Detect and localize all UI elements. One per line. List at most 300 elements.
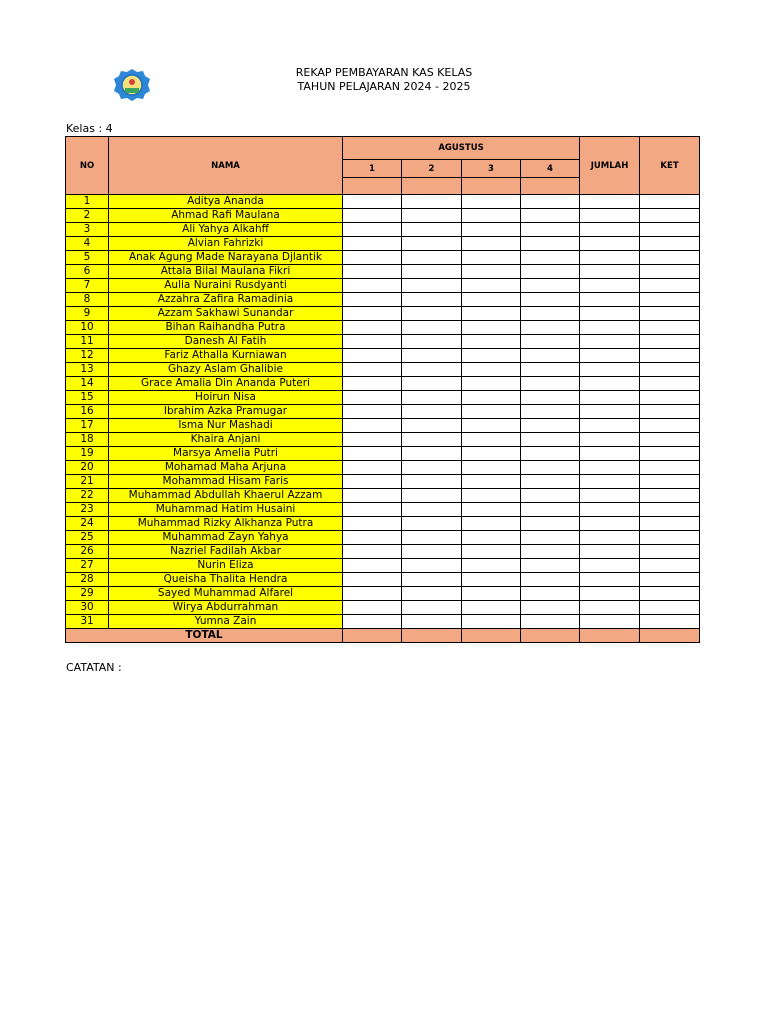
- row-no: 3: [66, 223, 109, 237]
- cell-ket[interactable]: [640, 237, 700, 251]
- cell-week-3[interactable]: [462, 293, 521, 307]
- cell-ket[interactable]: [640, 447, 700, 461]
- cell-week-3[interactable]: [462, 265, 521, 279]
- cell-ket[interactable]: [640, 587, 700, 601]
- row-no: 1: [66, 195, 109, 209]
- cell-ket[interactable]: [640, 517, 700, 531]
- cell-ket[interactable]: [640, 433, 700, 447]
- cell-jumlah[interactable]: [580, 573, 640, 587]
- cell-week-1[interactable]: [343, 503, 402, 517]
- cell-ket[interactable]: [640, 475, 700, 489]
- title-line-1: REKAP PEMBAYARAN KAS KELAS: [295, 66, 473, 79]
- cell-week-3[interactable]: [462, 363, 521, 377]
- cell-ket[interactable]: [640, 573, 700, 587]
- table-row: [66, 307, 700, 321]
- row-nama: Wirya Abdurrahman: [109, 601, 343, 615]
- cell-week-4[interactable]: [521, 279, 580, 293]
- cell-week-4[interactable]: [521, 223, 580, 237]
- table-row: [66, 279, 700, 293]
- cell-week-4[interactable]: [521, 363, 580, 377]
- cell-ket[interactable]: [640, 615, 700, 629]
- cell-week-1[interactable]: [343, 405, 402, 419]
- table-row: [66, 405, 700, 419]
- table-row: [66, 237, 700, 251]
- total-week-4[interactable]: [521, 629, 580, 643]
- cell-jumlah[interactable]: [580, 517, 640, 531]
- row-nama: Mohamad Maha Arjuna: [109, 461, 343, 475]
- table-row: [66, 223, 700, 237]
- row-nama: Anak Agung Made Narayana Djlantik: [109, 251, 343, 265]
- header-no: NO: [66, 137, 109, 195]
- cell-jumlah[interactable]: [580, 251, 640, 265]
- cell-week-1[interactable]: [343, 307, 402, 321]
- cell-week-1[interactable]: [343, 461, 402, 475]
- cell-week-4[interactable]: [521, 265, 580, 279]
- cell-week-1[interactable]: [343, 587, 402, 601]
- cell-week-4[interactable]: [521, 587, 580, 601]
- row-no: 19: [66, 447, 109, 461]
- cell-week-1[interactable]: [343, 489, 402, 503]
- cell-jumlah[interactable]: [580, 377, 640, 391]
- row-nama: Muhammad Rizky Alkhanza Putra: [109, 517, 343, 531]
- cell-week-4[interactable]: [521, 573, 580, 587]
- cell-week-2[interactable]: [402, 377, 462, 391]
- cell-week-2[interactable]: [402, 573, 462, 587]
- cell-week-3[interactable]: [462, 307, 521, 321]
- row-no: 14: [66, 377, 109, 391]
- row-nama: Ahmad Rafi Maulana: [109, 209, 343, 223]
- row-nama: Aulia Nuraini Rusdyanti: [109, 279, 343, 293]
- cell-week-2[interactable]: [402, 223, 462, 237]
- cell-ket[interactable]: [640, 335, 700, 349]
- cell-jumlah[interactable]: [580, 321, 640, 335]
- row-no: 30: [66, 601, 109, 615]
- table-row: [66, 433, 700, 447]
- cell-week-4[interactable]: [521, 335, 580, 349]
- table-row: [66, 377, 700, 391]
- cell-week-2[interactable]: [402, 405, 462, 419]
- cell-week-4[interactable]: [521, 377, 580, 391]
- cell-week-2[interactable]: [402, 419, 462, 433]
- cell-week-2[interactable]: [402, 363, 462, 377]
- cell-jumlah[interactable]: [580, 237, 640, 251]
- row-nama: Bihan Raihandha Putra: [109, 321, 343, 335]
- cell-week-4[interactable]: [521, 503, 580, 517]
- notes-label: CATATAN :: [66, 661, 122, 674]
- cell-week-2[interactable]: [402, 433, 462, 447]
- total-week-1[interactable]: [343, 629, 402, 643]
- header-week-4-sub: [521, 178, 580, 195]
- total-jumlah[interactable]: [580, 629, 640, 643]
- cell-week-3[interactable]: [462, 321, 521, 335]
- cell-jumlah[interactable]: [580, 405, 640, 419]
- cell-ket[interactable]: [640, 419, 700, 433]
- cell-ket[interactable]: [640, 391, 700, 405]
- cell-week-2[interactable]: [402, 279, 462, 293]
- row-no: 5: [66, 251, 109, 265]
- cell-ket[interactable]: [640, 489, 700, 503]
- row-nama: Marsya Amelia Putri: [109, 447, 343, 461]
- table-row: [66, 517, 700, 531]
- cell-ket[interactable]: [640, 377, 700, 391]
- cell-week-1[interactable]: [343, 265, 402, 279]
- cell-week-3[interactable]: [462, 279, 521, 293]
- cell-week-1[interactable]: [343, 517, 402, 531]
- total-row: [66, 629, 700, 643]
- row-no: 29: [66, 587, 109, 601]
- row-nama: Ghazy Aslam Ghalibie: [109, 363, 343, 377]
- cell-jumlah[interactable]: [580, 433, 640, 447]
- cell-jumlah[interactable]: [580, 531, 640, 545]
- cell-ket[interactable]: [640, 223, 700, 237]
- row-no: 27: [66, 559, 109, 573]
- total-week-3[interactable]: [462, 629, 521, 643]
- cell-week-1[interactable]: [343, 251, 402, 265]
- cell-week-1[interactable]: [343, 391, 402, 405]
- cell-ket[interactable]: [640, 321, 700, 335]
- table-row: [66, 293, 700, 307]
- cell-week-3[interactable]: [462, 223, 521, 237]
- row-no: 17: [66, 419, 109, 433]
- table-row: [66, 545, 700, 559]
- document-title: [0, 66, 768, 94]
- cell-jumlah[interactable]: [580, 447, 640, 461]
- row-nama: Attala Bilal Maulana Fikri: [109, 265, 343, 279]
- table-row: [66, 587, 700, 601]
- cell-ket[interactable]: [640, 363, 700, 377]
- row-nama: Queisha Thalita Hendra: [109, 573, 343, 587]
- cell-week-1[interactable]: [343, 559, 402, 573]
- cell-week-3[interactable]: [462, 475, 521, 489]
- table-row: [66, 503, 700, 517]
- table-row: [66, 489, 700, 503]
- cell-ket[interactable]: [640, 251, 700, 265]
- row-nama: Ibrahim Azka Pramugar: [109, 405, 343, 419]
- cell-jumlah[interactable]: [580, 265, 640, 279]
- total-week-2[interactable]: [402, 629, 462, 643]
- cell-week-2[interactable]: [402, 251, 462, 265]
- header-week-1-sub: [343, 178, 402, 195]
- cell-week-2[interactable]: [402, 321, 462, 335]
- cell-week-1[interactable]: [343, 377, 402, 391]
- header-week-3-sub: [462, 178, 521, 195]
- cell-week-3[interactable]: [462, 447, 521, 461]
- cell-week-4[interactable]: [521, 209, 580, 223]
- cell-week-4[interactable]: [521, 237, 580, 251]
- cell-ket[interactable]: [640, 293, 700, 307]
- cell-week-2[interactable]: [402, 489, 462, 503]
- row-no: 12: [66, 349, 109, 363]
- cell-week-4[interactable]: [521, 517, 580, 531]
- cell-week-3[interactable]: [462, 433, 521, 447]
- class-label: Kelas : 4: [66, 122, 113, 135]
- header-nama: NAMA: [109, 137, 343, 195]
- cell-week-2[interactable]: [402, 265, 462, 279]
- cell-week-3[interactable]: [462, 587, 521, 601]
- cell-jumlah[interactable]: [580, 307, 640, 321]
- cell-week-1[interactable]: [343, 335, 402, 349]
- cell-week-2[interactable]: [402, 531, 462, 545]
- cell-jumlah[interactable]: [580, 419, 640, 433]
- cell-week-4[interactable]: [521, 461, 580, 475]
- cell-week-1[interactable]: [343, 209, 402, 223]
- cell-week-2[interactable]: [402, 601, 462, 615]
- cell-week-1[interactable]: [343, 545, 402, 559]
- cell-week-2[interactable]: [402, 475, 462, 489]
- cell-jumlah[interactable]: [580, 489, 640, 503]
- cell-ket[interactable]: [640, 531, 700, 545]
- total-ket[interactable]: [640, 629, 700, 643]
- row-no: 6: [66, 265, 109, 279]
- row-no: 18: [66, 433, 109, 447]
- row-no: 20: [66, 461, 109, 475]
- cell-jumlah[interactable]: [580, 279, 640, 293]
- cell-week-3[interactable]: [462, 573, 521, 587]
- cell-week-3[interactable]: [462, 391, 521, 405]
- row-nama: Aditya Ananda: [109, 195, 343, 209]
- cell-week-3[interactable]: [462, 377, 521, 391]
- cell-week-1[interactable]: [343, 433, 402, 447]
- row-no: 16: [66, 405, 109, 419]
- header-month: AGUSTUS: [343, 137, 580, 160]
- row-no: 26: [66, 545, 109, 559]
- cell-ket[interactable]: [640, 195, 700, 209]
- table-row: [66, 349, 700, 363]
- cell-week-2[interactable]: [402, 615, 462, 629]
- table-row: [66, 615, 700, 629]
- cell-jumlah[interactable]: [580, 195, 640, 209]
- row-nama: Ali Yahya Alkahff: [109, 223, 343, 237]
- cell-week-2[interactable]: [402, 559, 462, 573]
- row-nama: Sayed Muhammad Alfarel: [109, 587, 343, 601]
- row-nama: Nazriel Fadilah Akbar: [109, 545, 343, 559]
- cell-week-3[interactable]: [462, 517, 521, 531]
- row-no: 21: [66, 475, 109, 489]
- cell-ket[interactable]: [640, 307, 700, 321]
- cell-week-4[interactable]: [521, 601, 580, 615]
- cell-week-4[interactable]: [521, 391, 580, 405]
- cell-week-3[interactable]: [462, 251, 521, 265]
- cell-week-3[interactable]: [462, 209, 521, 223]
- row-nama: Danesh Al Fatih: [109, 335, 343, 349]
- row-nama: Isma Nur Mashadi: [109, 419, 343, 433]
- cell-jumlah[interactable]: [580, 559, 640, 573]
- cell-week-4[interactable]: [521, 195, 580, 209]
- cell-week-4[interactable]: [521, 545, 580, 559]
- cell-week-2[interactable]: [402, 503, 462, 517]
- cell-week-3[interactable]: [462, 237, 521, 251]
- row-nama: Grace Amalia Din Ananda Puteri: [109, 377, 343, 391]
- cell-week-1[interactable]: [343, 349, 402, 363]
- title-line-2: TAHUN PELAJARAN 2024 - 2025: [297, 80, 471, 93]
- row-no: 9: [66, 307, 109, 321]
- cell-week-3[interactable]: [462, 335, 521, 349]
- table-row: [66, 573, 700, 587]
- cell-jumlah[interactable]: [580, 475, 640, 489]
- cell-week-4[interactable]: [521, 419, 580, 433]
- cell-week-2[interactable]: [402, 349, 462, 363]
- row-nama: Hoirun Nisa: [109, 391, 343, 405]
- row-no: 7: [66, 279, 109, 293]
- cell-week-4[interactable]: [521, 349, 580, 363]
- cell-ket[interactable]: [640, 265, 700, 279]
- cell-ket[interactable]: [640, 405, 700, 419]
- cell-week-4[interactable]: [521, 531, 580, 545]
- cell-week-4[interactable]: [521, 489, 580, 503]
- row-no: 4: [66, 237, 109, 251]
- row-nama: Alvian Fahrizki: [109, 237, 343, 251]
- cell-week-1[interactable]: [343, 237, 402, 251]
- cell-week-3[interactable]: [462, 461, 521, 475]
- cell-week-3[interactable]: [462, 545, 521, 559]
- table-row: [66, 335, 700, 349]
- row-no: 11: [66, 335, 109, 349]
- cell-week-1[interactable]: [343, 195, 402, 209]
- row-no: 13: [66, 363, 109, 377]
- row-no: 22: [66, 489, 109, 503]
- cell-week-1[interactable]: [343, 363, 402, 377]
- table-row: [66, 209, 700, 223]
- cell-week-2[interactable]: [402, 195, 462, 209]
- cell-week-1[interactable]: [343, 321, 402, 335]
- header-week-4: 4: [521, 160, 580, 178]
- table-row: [66, 461, 700, 475]
- cell-ket[interactable]: [640, 503, 700, 517]
- cell-week-2[interactable]: [402, 335, 462, 349]
- cell-week-3[interactable]: [462, 419, 521, 433]
- cell-jumlah[interactable]: [580, 391, 640, 405]
- cell-ket[interactable]: [640, 559, 700, 573]
- table-row: [66, 531, 700, 545]
- cell-week-4[interactable]: [521, 405, 580, 419]
- cell-week-2[interactable]: [402, 447, 462, 461]
- cell-week-1[interactable]: [343, 419, 402, 433]
- cell-week-1[interactable]: [343, 447, 402, 461]
- cell-jumlah[interactable]: [580, 503, 640, 517]
- cell-week-3[interactable]: [462, 195, 521, 209]
- cell-jumlah[interactable]: [580, 209, 640, 223]
- cell-week-2[interactable]: [402, 461, 462, 475]
- cell-ket[interactable]: [640, 279, 700, 293]
- row-nama: Yumna Zain: [109, 615, 343, 629]
- table-row: [66, 363, 700, 377]
- cell-jumlah[interactable]: [580, 587, 640, 601]
- header-jumlah: JUMLAH: [580, 137, 640, 195]
- cell-ket[interactable]: [640, 349, 700, 363]
- cell-week-4[interactable]: [521, 433, 580, 447]
- header-week-3: 3: [462, 160, 521, 178]
- row-no: 10: [66, 321, 109, 335]
- cell-week-2[interactable]: [402, 293, 462, 307]
- cell-week-2[interactable]: [402, 545, 462, 559]
- cell-week-3[interactable]: [462, 405, 521, 419]
- cell-week-3[interactable]: [462, 601, 521, 615]
- row-nama: Muhammad Zayn Yahya: [109, 531, 343, 545]
- cell-week-3[interactable]: [462, 489, 521, 503]
- cell-week-2[interactable]: [402, 587, 462, 601]
- cell-week-3[interactable]: [462, 349, 521, 363]
- cell-week-2[interactable]: [402, 209, 462, 223]
- cell-week-4[interactable]: [521, 475, 580, 489]
- cell-week-4[interactable]: [521, 615, 580, 629]
- cell-week-3[interactable]: [462, 503, 521, 517]
- cell-jumlah[interactable]: [580, 601, 640, 615]
- cell-week-3[interactable]: [462, 531, 521, 545]
- cell-week-1[interactable]: [343, 223, 402, 237]
- cell-ket[interactable]: [640, 601, 700, 615]
- table-row: [66, 265, 700, 279]
- header-week-2: 2: [402, 160, 462, 178]
- header-week-1: 1: [343, 160, 402, 178]
- cell-week-1[interactable]: [343, 475, 402, 489]
- row-nama: Mohammad Hisam Faris: [109, 475, 343, 489]
- cell-jumlah[interactable]: [580, 349, 640, 363]
- cell-week-1[interactable]: [343, 573, 402, 587]
- table-row: [66, 251, 700, 265]
- cell-week-1[interactable]: [343, 531, 402, 545]
- row-nama: Fariz Athalla Kurniawan: [109, 349, 343, 363]
- total-label: TOTAL: [66, 629, 343, 643]
- cell-jumlah[interactable]: [580, 615, 640, 629]
- cell-week-1[interactable]: [343, 601, 402, 615]
- row-no: 8: [66, 293, 109, 307]
- cell-week-4[interactable]: [521, 447, 580, 461]
- cell-ket[interactable]: [640, 461, 700, 475]
- table-row: [66, 559, 700, 573]
- cell-week-1[interactable]: [343, 279, 402, 293]
- cell-week-2[interactable]: [402, 307, 462, 321]
- table-row: [66, 195, 700, 209]
- cell-week-4[interactable]: [521, 307, 580, 321]
- cell-ket[interactable]: [640, 545, 700, 559]
- cell-week-4[interactable]: [521, 321, 580, 335]
- row-nama: Khaira Anjani: [109, 433, 343, 447]
- cell-jumlah[interactable]: [580, 335, 640, 349]
- table-row: [66, 475, 700, 489]
- cell-jumlah[interactable]: [580, 545, 640, 559]
- row-no: 2: [66, 209, 109, 223]
- cell-week-3[interactable]: [462, 615, 521, 629]
- cell-week-1[interactable]: [343, 615, 402, 629]
- cell-week-4[interactable]: [521, 559, 580, 573]
- cell-week-4[interactable]: [521, 251, 580, 265]
- row-no: 24: [66, 517, 109, 531]
- cell-week-1[interactable]: [343, 293, 402, 307]
- row-no: 25: [66, 531, 109, 545]
- table-row: [66, 321, 700, 335]
- header-ket: KET: [640, 137, 700, 195]
- table-row: [66, 419, 700, 433]
- cell-week-4[interactable]: [521, 293, 580, 307]
- table-row: [66, 447, 700, 461]
- cell-week-2[interactable]: [402, 517, 462, 531]
- cell-jumlah[interactable]: [580, 293, 640, 307]
- payment-recap-table: [65, 136, 700, 643]
- row-nama: Muhammad Hatim Husaini: [109, 503, 343, 517]
- cell-week-3[interactable]: [462, 559, 521, 573]
- row-nama: Muhammad Abdullah Khaerul Azzam: [109, 489, 343, 503]
- cell-ket[interactable]: [640, 209, 700, 223]
- cell-jumlah[interactable]: [580, 223, 640, 237]
- cell-jumlah[interactable]: [580, 363, 640, 377]
- row-nama: Nurin Eliza: [109, 559, 343, 573]
- header-week-2-sub: [402, 178, 462, 195]
- cell-week-2[interactable]: [402, 237, 462, 251]
- cell-week-2[interactable]: [402, 391, 462, 405]
- cell-jumlah[interactable]: [580, 461, 640, 475]
- row-no: 15: [66, 391, 109, 405]
- row-nama: Azzahra Zafira Ramadinia: [109, 293, 343, 307]
